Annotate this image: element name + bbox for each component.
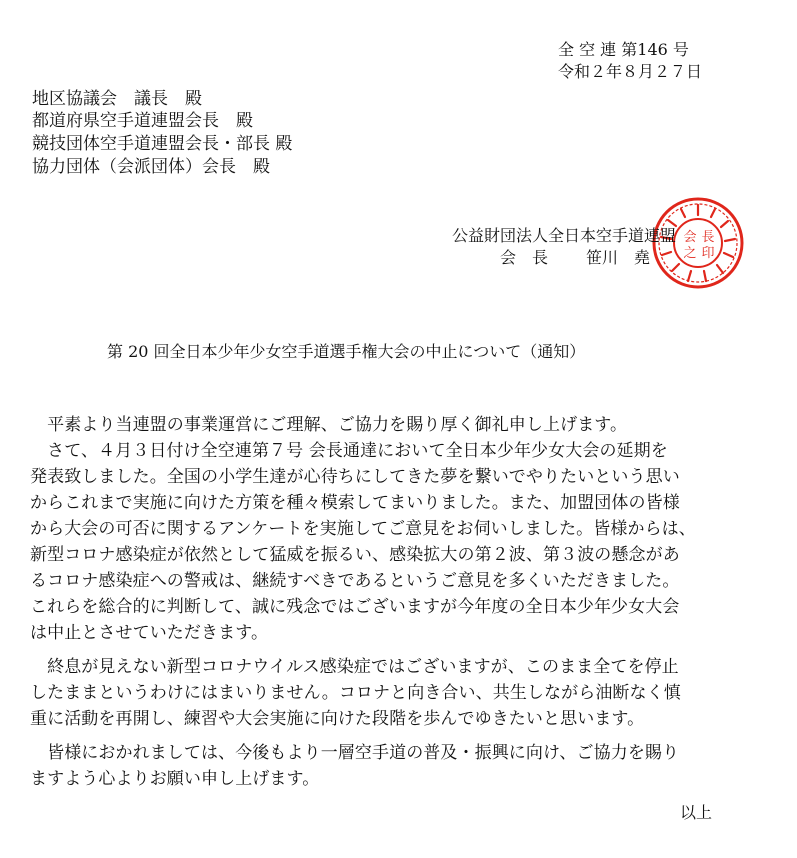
sender-organization: 公益財団法人全日本空手道連盟 (452, 226, 677, 245)
body-line: からこれまで実施に向けた方策を種々模索してまいりました。また、加盟団体の皆様 (30, 493, 680, 513)
addressee-line: 地区協議会 議長 殿 (32, 89, 202, 109)
body-line: さて、４月３日付け全空連第７号 会長通達において全日本少年少女大会の延期を (30, 441, 668, 461)
body-line: 平素より当連盟の事業運営にご理解、ご協力を賜り厚く御礼申し上げます。 (30, 415, 628, 435)
body-line: から大会の可否に関するアンケートを実施してご意見をお伺いしました。皆様からは、 (30, 519, 696, 539)
svg-text:長: 長 (701, 230, 715, 245)
document-number: 全 空 連 第146 号 (558, 40, 689, 59)
addressee-line: 競技団体空手道連盟会長・部長 殿 (32, 134, 293, 154)
body-line: るコロナ感染症への警戒は、継続すべきであるというご意見を多くいただきました。 (30, 571, 680, 591)
body-line: これらを総合的に判断して、誠に残念ではございますが今年度の全日本少年少女大会 (30, 597, 680, 617)
body-line: 重に活動を再開し、練習や大会実施に向けた段階を歩んでゆきたいと思います。 (30, 709, 645, 729)
sender-name: 笹川 堯 (586, 248, 651, 267)
body-line: 皆様におかれましては、今後もより一層空手道の普及・振興に向け、ご協力を賜り (30, 743, 680, 763)
svg-text:印: 印 (701, 246, 715, 261)
sender-signature (500, 248, 650, 268)
document-title: 第 20 回全日本少年少女空手道選手権大会の中止について（通知） (107, 342, 586, 361)
svg-text:会: 会 (683, 230, 697, 245)
document-date: 令和２年８月２７日 (558, 62, 703, 81)
body-line: 発表致しました。全国の小学生達が心待ちにしてきた夢を繋いでやりたいという思い (30, 467, 680, 487)
body-line: ますよう心よりお願い申し上げます。 (30, 769, 320, 789)
addressee-line: 都道府県空手道連盟会長 殿 (32, 111, 253, 131)
sender-title: 会 長 (500, 248, 549, 267)
body-line: 新型コロナ感染症が依然として猛威を振るい、感染拡大の第２波、第３波の懸念があ (30, 545, 680, 565)
addressee-line: 協力団体（会派団体）会長 殿 (32, 157, 270, 177)
body-line: は中止とさせていただきます。 (30, 623, 269, 643)
closing-mark: 以上 (680, 803, 713, 822)
body-line: 終息が見えない新型コロナウイルス感染症ではございますが、このまま全てを停止 (30, 657, 679, 677)
body-line: したままというわけにはまいりません。コロナと向き合い、共生しながら油断なく慎 (30, 683, 681, 703)
svg-text:之: 之 (683, 246, 697, 261)
